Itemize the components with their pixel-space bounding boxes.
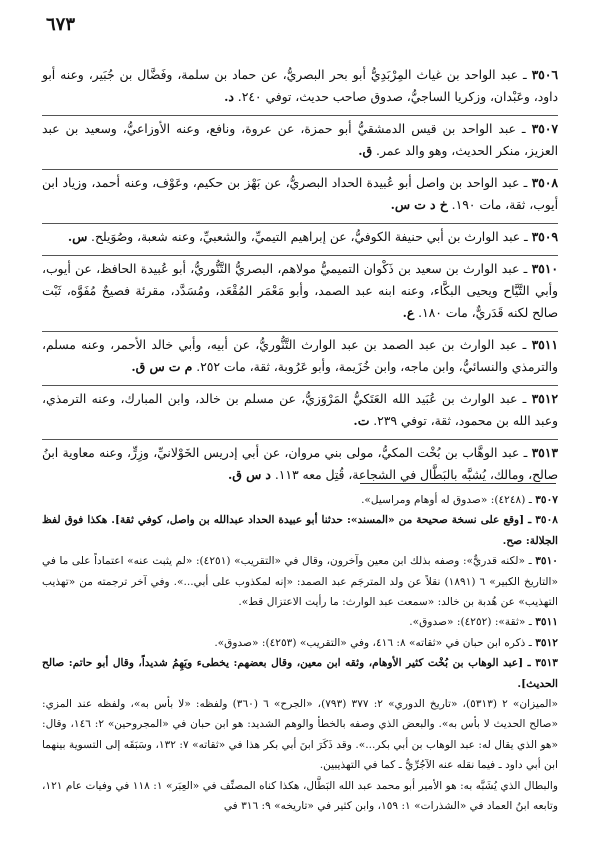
- footnote-text: والبطال الذي يُشَبَّه به: هو الأمير أبو محمد عبد الله البَطَّال، هكذا كناه المصنِّف في «العِبَر» ١: ١١٨ في وفيات عام ١٢١، وتابعه ابنُ العماد في «الشذرات» ١: ١٥٩، وابن كثير في «تاريخه» ٩: ٣١٦ في: [42, 779, 558, 813]
- entry-text: ـ عبد الوارث بن عُبَيد الله العَتَكيُّ المَرْوَزيُّ، عن مسلم بن خالد، وابن المبارك، وعنه الترمذي، وعبد الله بن محمود، ثقة، توفي ٢٣٩.: [42, 392, 558, 428]
- footnote: [42, 551, 558, 612]
- entry-code: م ت س ق.: [131, 359, 193, 374]
- footnote-text: ـ «ثقة»: (٤٢٥٢): «صدوق».: [409, 616, 532, 629]
- entry-code: د.: [224, 89, 234, 104]
- footnotes: [42, 490, 558, 817]
- footnote-number: ٣٥١١: [535, 616, 558, 629]
- entry-text: ـ عبد الوارث بن عبد الصمد بن عبد الوارث التَّنُّوريُّ، عن أبيه، وأبي خالد الأحمر، وعنه مسلم، والترمذي والنسائيُّ، وابن ماجه، وابن خُزَيمة، وأبو عَرُوبة، ثقة، مات ٢٥٢.: [42, 338, 558, 374]
- entry-code: خ د ت س.: [390, 197, 448, 212]
- footnote: [42, 653, 558, 694]
- entry-text: ـ عبد الوارث بن أبي حنيفة الكوفيُّ، عن إبراهيم التيميِّ، والشعبيِّ، وعنه شعبة، وصُوَيلح.: [91, 230, 528, 244]
- footnote-text: ـ [وقع على نسخة صحيحة من «المسند»: حدثنا أبو عبيدة الحداد عبدالله بن واصل، كوفي ثقة]. هكذا فوق لفظ الجلالة: صح.: [42, 514, 558, 547]
- entry-text: ـ عبد الواحد بن واصل أبو عُبيدة الحداد البصريُّ، عن بَهْز بن حكيم، وعَوْف، وعنه أحمد، وزياد ابن أيوب، ثقة، مات ١٩٠.: [42, 176, 558, 212]
- entry-code: ت.: [353, 413, 370, 428]
- footnote-text: ـ [عبد الوهاب بن بُخْت كثير الأوهام، وثقه ابن معين، وقال بعضهم: يخطىء ويَهِمُ شديداً، وقال أبو حاتم: صالح الحديث].: [42, 657, 558, 690]
- footnote-number: ٣٥١٣: [535, 657, 558, 670]
- entry-number: ٣٥١١: [531, 337, 558, 352]
- entry: [42, 255, 558, 327]
- footnote-continuation: [42, 694, 558, 776]
- entry: [42, 385, 558, 435]
- footnote-number: ٣٥٠٧: [535, 494, 558, 506]
- footnote-number: ٣٥١٠: [535, 555, 558, 568]
- entry-number: ٣٥١٢: [531, 391, 558, 406]
- biography-entries: [42, 62, 558, 493]
- entry-number: ٣٥٠٦: [531, 67, 558, 82]
- entry-number: ٣٥٠٨: [531, 175, 558, 190]
- footnote: [42, 510, 558, 551]
- entry-code: س.: [67, 229, 88, 244]
- footnote: [42, 490, 558, 510]
- entry: [42, 169, 558, 219]
- entry-text: ـ عبد الوهَّاب بن بُخْت المكيُّ، مولى بني مروان، عن أبي إدريس الخَوْلانيِّ، وزِرٍّ، وعنه معاوية ابنُ صالح، ومالك، يُشبَّه بالبَطَّال في الشجاعة، قُتِل معه ١١٣.: [42, 446, 558, 482]
- entry-number: ٣٥٠٧: [531, 121, 558, 136]
- footnote-text: ـ «لكنه قدريٌّ»: وصفه بذلك ابن معين وآخرون، وقال في «التقريب» (٤٢٥١): «لم يثبت عنه» اعتماداً على ما في «التاريخ الكبير» ٦ (١٨٩١) نقلاً عن ولد المترجَم عبد الصمد: «إنه لمكذوب على أبي...». وفي آخر ترجمته من «تهذيب التهذيب» عن هُدبة بن خالد: «سمعت عبد الوارث: ما رأيت الاعتزال قط».: [42, 555, 558, 609]
- entry: [42, 331, 558, 381]
- footnote-text: «الميزان» ٢ (٥٣١٣)، «تاريخ الدوري» ٢: ٣٧٧ (٧٩٣)، «الجرح» ٦ (٣٦٠) ولفظه: «لا بأس به»، ولفظه عند المزي: «صالح الحديث لا بأس به». والبعض الذي وصفه بالخطأ والوهم الشديد: هو ابن حبان في «المجروحين» ٢: ١٤٦، وقال: «هو الذي يقال له: عبد الوهاب بن أبي بكر...». وقد ذَكَرَ ابنَ أبي بكر هذا في «ثقاته» ٧: ١٣٢، وسَبَقَه إلى التسوية بينهما ابن أبي داود ـ فيما نقله عنه الآجُرِّيُّ ـ كما في التهذيبين.: [42, 698, 559, 772]
- entry-number: ٣٥١٣: [531, 445, 558, 460]
- entry-text: ـ عبد الواحد بن قيس الدمشقيُّ أبو حمزة، عن عروة، ونافع، وعنه الأوزاعيُّ، وسعيد بن عبد العزيز، منكر الحديث، وهو والد عمر.: [42, 122, 558, 158]
- footnote: [42, 633, 558, 653]
- entry-number: ٣٥١٠: [531, 261, 558, 276]
- entry: [42, 62, 558, 111]
- entry-text: ـ عبد الوارث بن سعيد بن ذَكْوان التميميُّ مولاهم، البصريُّ التَّنُّوريُّ، أبو عُبيدة الحافظ، عن أيوب، وأبي التَّيَّاح ويحيى البكَّاء، وعنه ابنه عبد الصمد، وأبو مَعْمَر المُقْعَد، ومُسَدَّد، مقرئة فصيحٌ مُفَوَّه، ثَبْت صالح لكنه قَدَريٌّ، مات ١٨٠.: [42, 262, 558, 320]
- entry: [42, 115, 558, 165]
- footnote-number: ٣٥١٢: [535, 636, 558, 649]
- footnote: [42, 612, 558, 632]
- footnote-number: ٣٥٠٨: [535, 514, 558, 527]
- footnote-divider: [360, 483, 556, 484]
- page-number: ٦٧٣: [46, 14, 76, 35]
- footnote-continuation: [42, 776, 558, 817]
- entry-code: د س ق.: [228, 467, 271, 482]
- entry-code: ع.: [402, 305, 415, 320]
- entry-number: ٣٥٠٩: [531, 229, 558, 244]
- entry-text: ـ عبد الواحد بن غياث المِرْبَدِيُّ أبو بحر البصريُّ، عن حماد بن سلمة، وفَضَّال بن جُبَير، وعنه أبو داود، وعَبْدان، وزكريا الساجيُّ، صدوق صاحب حديث، توفي ٢٤٠.: [42, 68, 558, 104]
- entry-code: ق.: [358, 143, 373, 158]
- footnote-text: ـ (٤٢٤٨): «صدوق له أوهام ومراسيل».: [361, 494, 532, 506]
- footnote-text: ـ ذكره ابن حبان في «ثقاته» ٨: ٤١٦، وفي «التقريب» (٤٢٥٣): «صدوق».: [214, 636, 532, 649]
- entry: [42, 439, 558, 489]
- entry: [42, 223, 558, 251]
